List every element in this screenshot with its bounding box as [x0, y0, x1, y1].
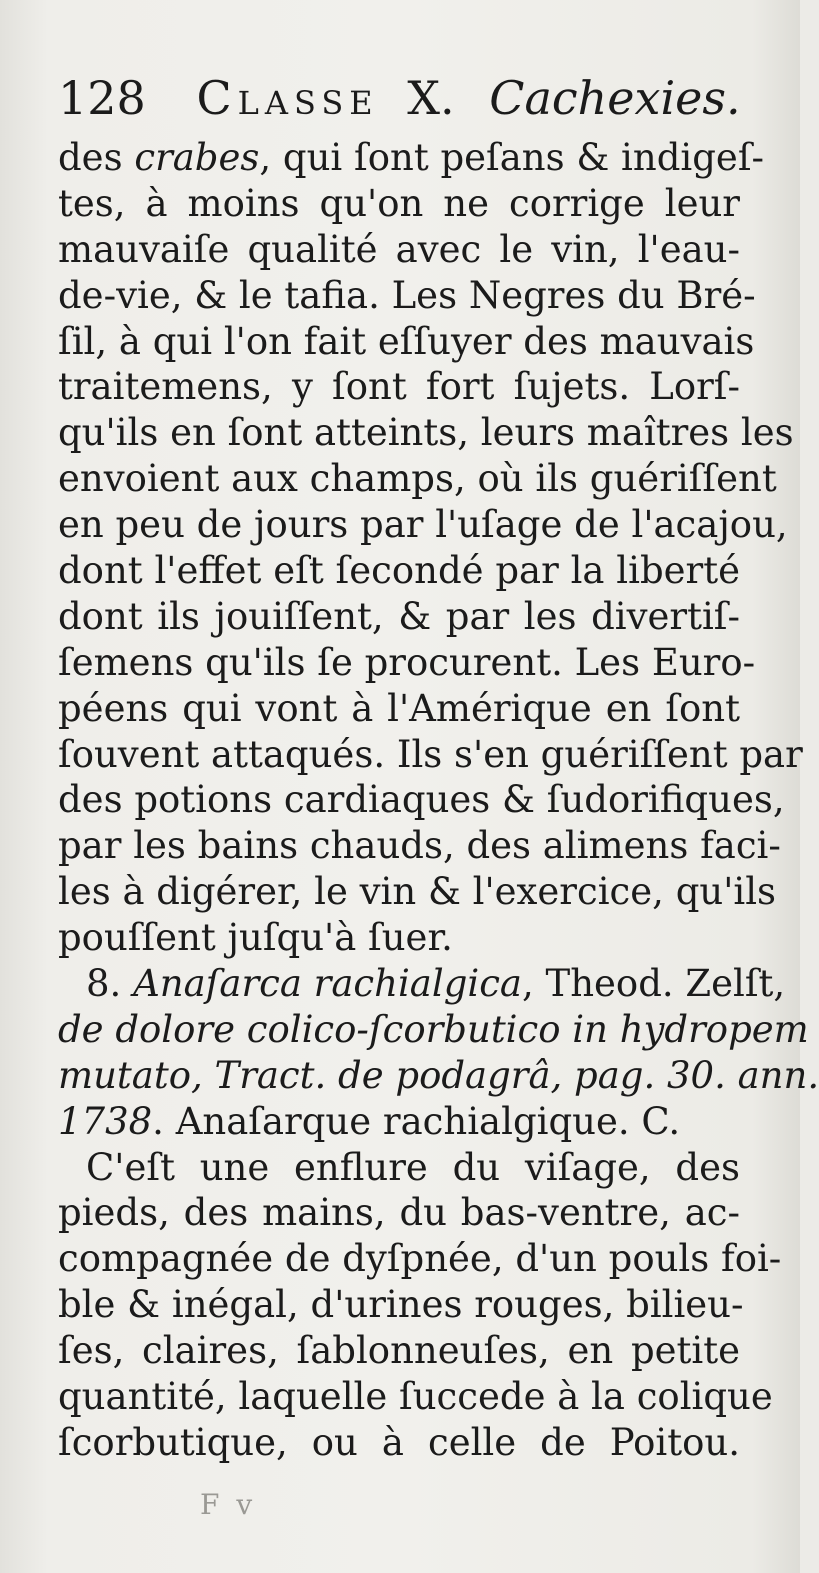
italic-text-run: de dolore colico-ſcorbutico in hydropem [58, 1007, 809, 1051]
text-line [58, 1282, 744, 1328]
text-run: pieds, des mains, du bas-ventre, ac- [58, 1191, 740, 1235]
text-line [58, 869, 777, 915]
text-line [58, 273, 756, 319]
italic-text-run: crabes [134, 136, 260, 179]
italic-text-run: Anaſarca rachialgica [133, 962, 522, 1006]
text-line [58, 410, 794, 456]
text-line [58, 364, 740, 410]
text-run: mauvaiſe qualité avec le vin, l'eau- [58, 227, 740, 271]
text-line [58, 732, 803, 778]
text-line [58, 823, 781, 869]
text-line [58, 640, 756, 686]
text-run: , Theod. Zelſt, [522, 962, 786, 1006]
text-line [58, 456, 777, 502]
text-run: des potions cardiaques & ſudorifiques, [58, 778, 785, 822]
text-line [58, 1236, 782, 1282]
italic-text-run: mutato, Tract. de podagrâ, pag. 30. ann. [58, 1053, 819, 1097]
text-line [58, 1099, 740, 1145]
text-run: ſemens qu'ils ſe procurent. Les Euro- [58, 640, 756, 684]
text-run: envoient aux champs, où ils guériſſent [58, 457, 777, 501]
text-line [58, 915, 740, 961]
text-line [58, 777, 785, 823]
text-line [58, 594, 740, 640]
text-line [58, 1007, 809, 1053]
text-line [58, 1374, 773, 1420]
text-run: ſcorbutique, ou à celle de Poitou. [58, 1420, 740, 1464]
text-line [58, 135, 765, 181]
text-line [58, 1053, 819, 1099]
text-line [58, 181, 740, 227]
text-line [58, 319, 755, 365]
running-header [58, 68, 741, 128]
text-run: de-vie, & le tafia. Les Negres du Bré- [58, 273, 756, 317]
text-run: dont l'effet eſt ſecondé par la liberté [58, 549, 740, 593]
text-line [58, 1420, 740, 1466]
text-line [58, 227, 740, 273]
classe-label: Classe [196, 71, 379, 125]
text-run: en peu de jours par l'uſage de l'acajou, [58, 503, 788, 547]
text-line [58, 686, 740, 732]
text-run: C'eſt une enflure du viſage, des [86, 1145, 740, 1189]
text-run: quantité, laquelle ſuccede à la colique [58, 1375, 773, 1419]
text-line [58, 1328, 740, 1374]
text-line [58, 502, 788, 548]
text-run: compagnée de dyſpnée, d'un pouls foi- [58, 1237, 782, 1281]
classe-number: X. [407, 71, 455, 125]
printer-signature-mark: F v [200, 1488, 257, 1521]
text-run: par les bains chauds, des alimens faci- [58, 824, 781, 868]
text-run: ſouvent attaqués. Ils s'en guériſſent par [58, 732, 803, 776]
text-run: les à digérer, le vin & l'exercice, qu'ils [58, 870, 777, 914]
text-run: péens qui vont à l'Amérique en ſont [58, 686, 740, 730]
text-run: 8. [86, 962, 134, 1006]
text-line [58, 961, 786, 1007]
text-run: ſes, claires, ſablonneuſes, en petite [58, 1329, 740, 1373]
text-run: pouſſent juſqu'à ſuer. [58, 916, 453, 960]
page-number: 128 [58, 71, 146, 125]
text-run: qu'ils en ſont atteints, leurs maîtres les [58, 411, 794, 455]
text-run: . Anaſarque rachialgique. C. [152, 1099, 681, 1143]
text-run: ſil, à qui l'on fait eſſuyer des mauvais [58, 319, 755, 363]
text-run: ble & inégal, d'urines rouges, bilieu- [58, 1283, 744, 1327]
text-line [58, 1190, 740, 1236]
text-run: des [58, 136, 135, 179]
text-line [58, 548, 740, 594]
text-line [58, 1145, 740, 1191]
italic-text-run: 1738 [58, 1099, 153, 1143]
text-run: , qui ſont peſans & indigeſ- [259, 136, 765, 179]
section-title: Cachexies. [489, 71, 741, 125]
text-run: tes, à moins qu'on ne corrige leur [58, 181, 740, 225]
text-run: dont ils jouiſſent, & par les divertiſ- [58, 594, 740, 638]
text-run: traitemens, y ſont fort ſujets. Lorſ- [58, 365, 740, 409]
page-body-text [58, 135, 819, 1466]
